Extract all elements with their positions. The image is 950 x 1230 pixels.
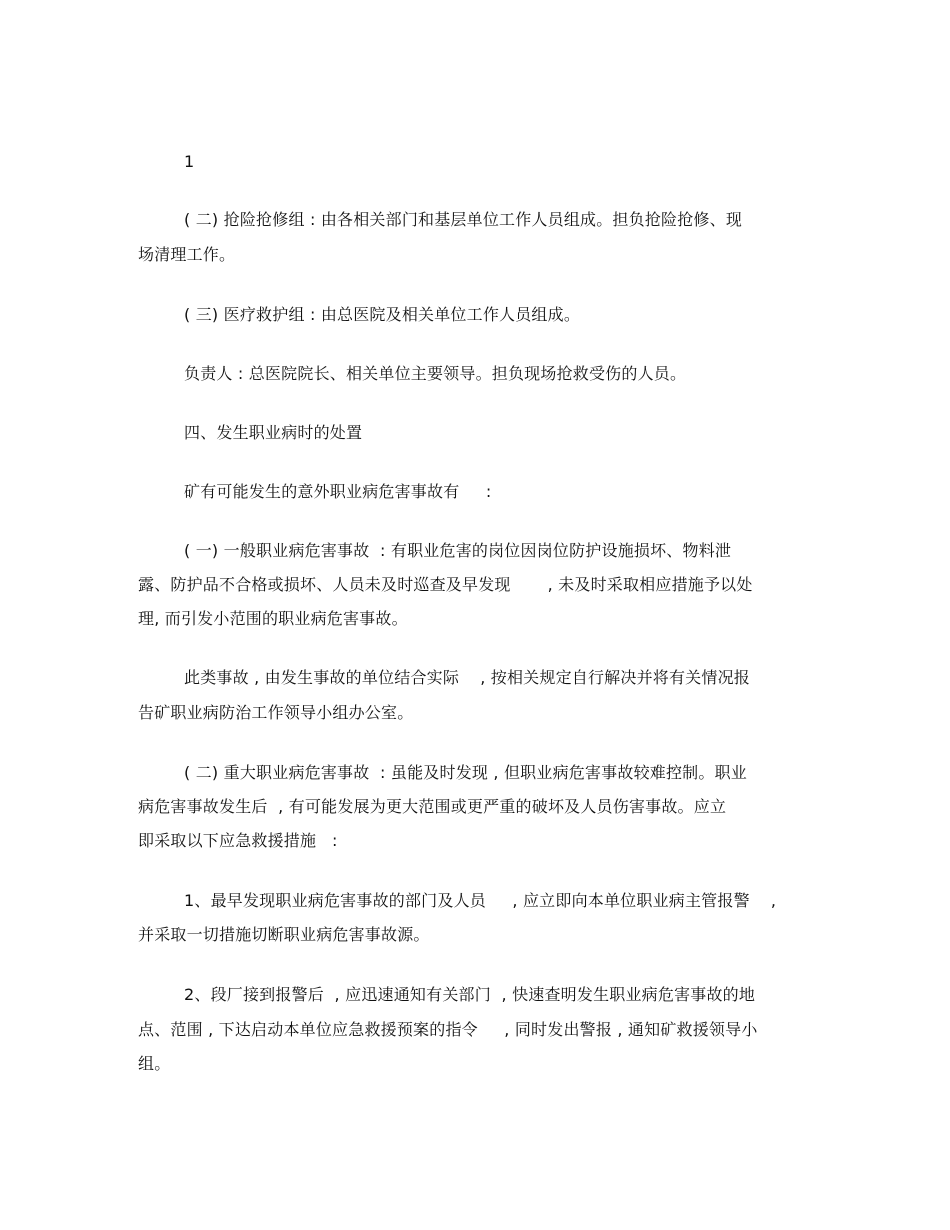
paragraph-line: ( 二) 重大职业病危害事故 : 虽能及时发现 , 但职业病危害事故较难控制。职业 [184, 763, 747, 782]
paragraph-line: 场清理工作。 [138, 245, 236, 264]
page-number: 1 [184, 152, 195, 171]
paragraph-line: ( 三) 医疗救护组 : 由总医院及相关单位工作人员组成。 [184, 305, 581, 324]
paragraph-line: 点、范围 , 下达启动本单位应急救援预案的指令 , 同时发出警报 , 通知矿救援领导小 [138, 1020, 758, 1039]
paragraph-line: 矿有可能发生的意外职业病危害事故有 : [184, 482, 492, 501]
paragraph-line: ( 二) 抢险抢修组 : 由各相关部门和基层单位工作人员组成。担负抢险抢修、现 [184, 210, 743, 229]
paragraph-line: 组。 [138, 1054, 171, 1073]
paragraph-line: 1、最早发现职业病危害事故的部门及人员 , 应立即向本单位职业病主管报警 , [184, 891, 777, 910]
paragraph-line: 告矿职业病防治工作领导小组办公室。 [138, 703, 414, 722]
paragraph-line: 露、防护品不合格或损坏、人员未及时巡查及早发现 , 未及时采取相应措施予以处 [138, 575, 753, 594]
paragraph-line: 理, 而引发小范围的职业病危害事故。 [138, 609, 408, 628]
paragraph-line: 即采取以下应急救援措施 : [138, 831, 338, 850]
paragraph-line: ( 一) 一般职业病危害事故 : 有职业危害的岗位因岗位防护设施损坏、物料泄 [184, 541, 732, 560]
paragraph-line: 负责人 : 总医院院长、相关单位主要领导。担负现场抢救受伤的人员。 [184, 364, 687, 383]
paragraph-line: 此类事故 , 由发生事故的单位结合实际 , 按相关规定自行解决并将有关情况报 [184, 668, 750, 687]
paragraph-line: 并采取一切措施切断职业病危害事故源。 [138, 925, 430, 944]
paragraph-line: 2、段厂接到报警后 , 应迅速通知有关部门 , 快速查明发生职业病危害事故的地 [184, 985, 756, 1004]
paragraph-line: 病危害事故发生后 , 有可能发展为更大范围或更严重的破坏及人员伤害事故。应立 [138, 797, 727, 816]
section-heading: 四、发生职业病时的处置 [184, 423, 363, 442]
